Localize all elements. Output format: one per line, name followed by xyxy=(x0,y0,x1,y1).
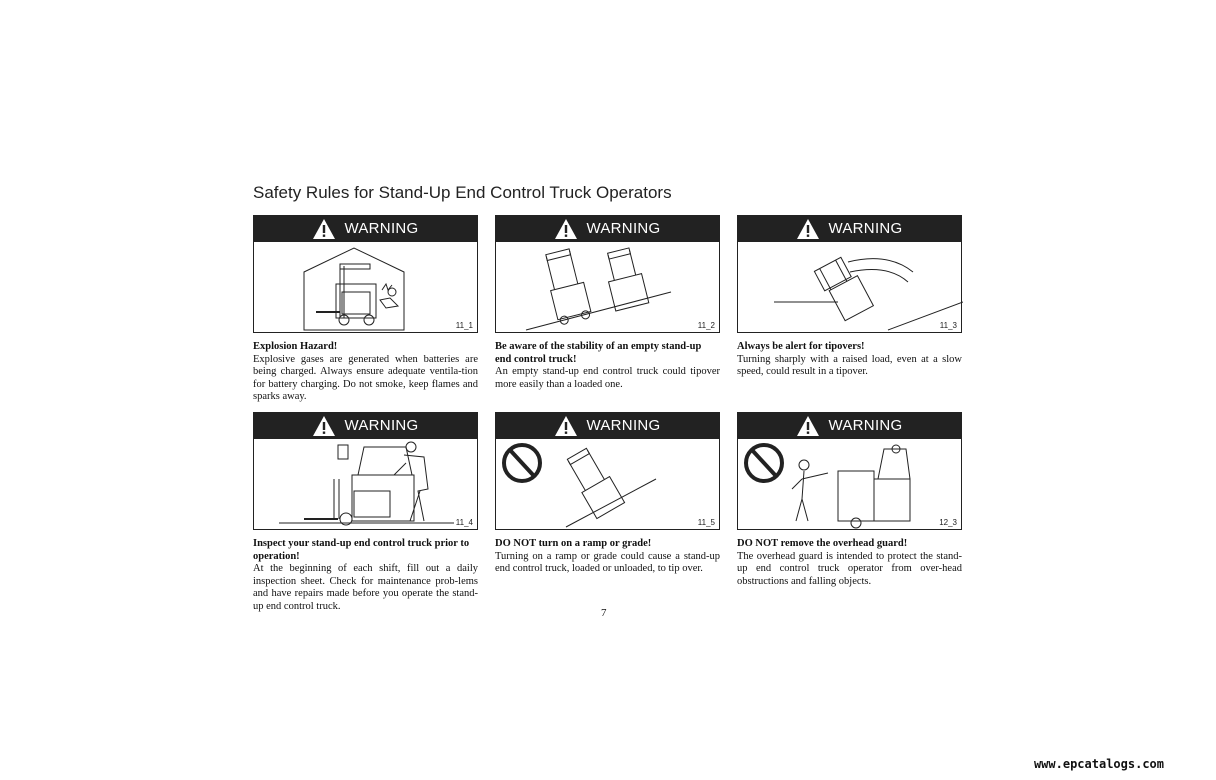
page-title: Safety Rules for Stand-Up End Control Truck Operators xyxy=(253,183,672,202)
prohibited-icon xyxy=(504,445,540,481)
safety-card-tipover-alert xyxy=(737,215,962,379)
illustration-explosion-hazard xyxy=(253,242,478,333)
safety-card-overhead-guard xyxy=(737,412,962,588)
illustration-art xyxy=(738,242,963,332)
illustration-art xyxy=(254,242,479,332)
caption-body: Turning on a ramp or grade could cause a stand-up end control truck, loaded or unloaded, to tip over. xyxy=(495,550,720,574)
warning-header xyxy=(253,215,478,242)
safety-card-explosion-hazard xyxy=(253,215,478,404)
illustration-art xyxy=(738,439,963,529)
caption-title: Explosion Hazard! xyxy=(253,341,338,352)
prohibited-icon xyxy=(746,445,782,481)
warning-triangle-icon xyxy=(312,415,336,437)
warning-header xyxy=(737,412,962,439)
warning-triangle-icon xyxy=(554,415,578,437)
illustration-art xyxy=(496,242,721,332)
caption-body: The overhead guard is intended to protect the stand-up end control truck operator from over-head obstructions and falling objects. xyxy=(737,550,962,587)
illustration-tipover-alert xyxy=(737,242,962,333)
caption-title: Always be alert for tipovers! xyxy=(737,341,865,352)
warning-label: WARNING xyxy=(586,220,661,237)
caption-body: An empty stand-up end control truck could tipover more easily than a loaded one. xyxy=(495,366,720,390)
safety-card-inspect-truck xyxy=(253,412,478,613)
illustration-art xyxy=(496,439,721,529)
warning-triangle-icon xyxy=(796,218,820,240)
caption-body: At the beginning of each shift, fill out a daily inspection sheet. Check for maintenance prob-lems and have repairs made before you operate the stand-up end control truck. xyxy=(253,563,478,612)
illustration-overhead-guard xyxy=(737,439,962,530)
page-number: 7 xyxy=(601,607,607,619)
illustration-inspect-truck xyxy=(253,439,478,530)
figure-number: 11_5 xyxy=(697,518,715,527)
warning-label: WARNING xyxy=(828,417,903,434)
warning-header xyxy=(495,412,720,439)
warning-header xyxy=(737,215,962,242)
caption-body: Turning sharply with a raised load, even at a slow speed, could result in a tipover. xyxy=(737,353,962,377)
figure-number: 11_2 xyxy=(697,321,715,330)
figure-number: 12_3 xyxy=(939,518,957,527)
warning-triangle-icon xyxy=(312,218,336,240)
warning-label: WARNING xyxy=(586,417,661,434)
warning-header xyxy=(495,215,720,242)
safety-card-no-turn-on-ramp xyxy=(495,412,720,576)
illustration-art xyxy=(254,439,479,529)
figure-number: 11_4 xyxy=(455,518,473,527)
figure-number: 11_3 xyxy=(939,321,957,330)
warning-triangle-icon xyxy=(554,218,578,240)
caption-title: Inspect your stand-up end control truck prior to operation! xyxy=(253,538,470,562)
warning-triangle-icon xyxy=(796,415,820,437)
caption-body: Explosive gases are generated when batteries are being charged. Always ensure adequate ventila-tion for battery charging. Do not smoke, keep flames and sparks away. xyxy=(253,353,478,402)
warning-label: WARNING xyxy=(344,417,419,434)
warning-label: WARNING xyxy=(828,220,903,237)
warning-label: WARNING xyxy=(344,220,419,237)
illustration-empty-truck-stability xyxy=(495,242,720,333)
figure-number: 11_1 xyxy=(455,321,473,330)
caption-title: Be aware of the stability of an empty stand-up end control truck! xyxy=(495,341,702,365)
warning-header xyxy=(253,412,478,439)
safety-card-empty-truck-stability xyxy=(495,215,720,391)
caption-title: DO NOT remove the overhead guard! xyxy=(737,538,908,549)
caption-title: DO NOT turn on a ramp or grade! xyxy=(495,538,652,549)
illustration-no-turn-on-ramp xyxy=(495,439,720,530)
watermark: www.epcatalogs.com xyxy=(1033,757,1164,771)
